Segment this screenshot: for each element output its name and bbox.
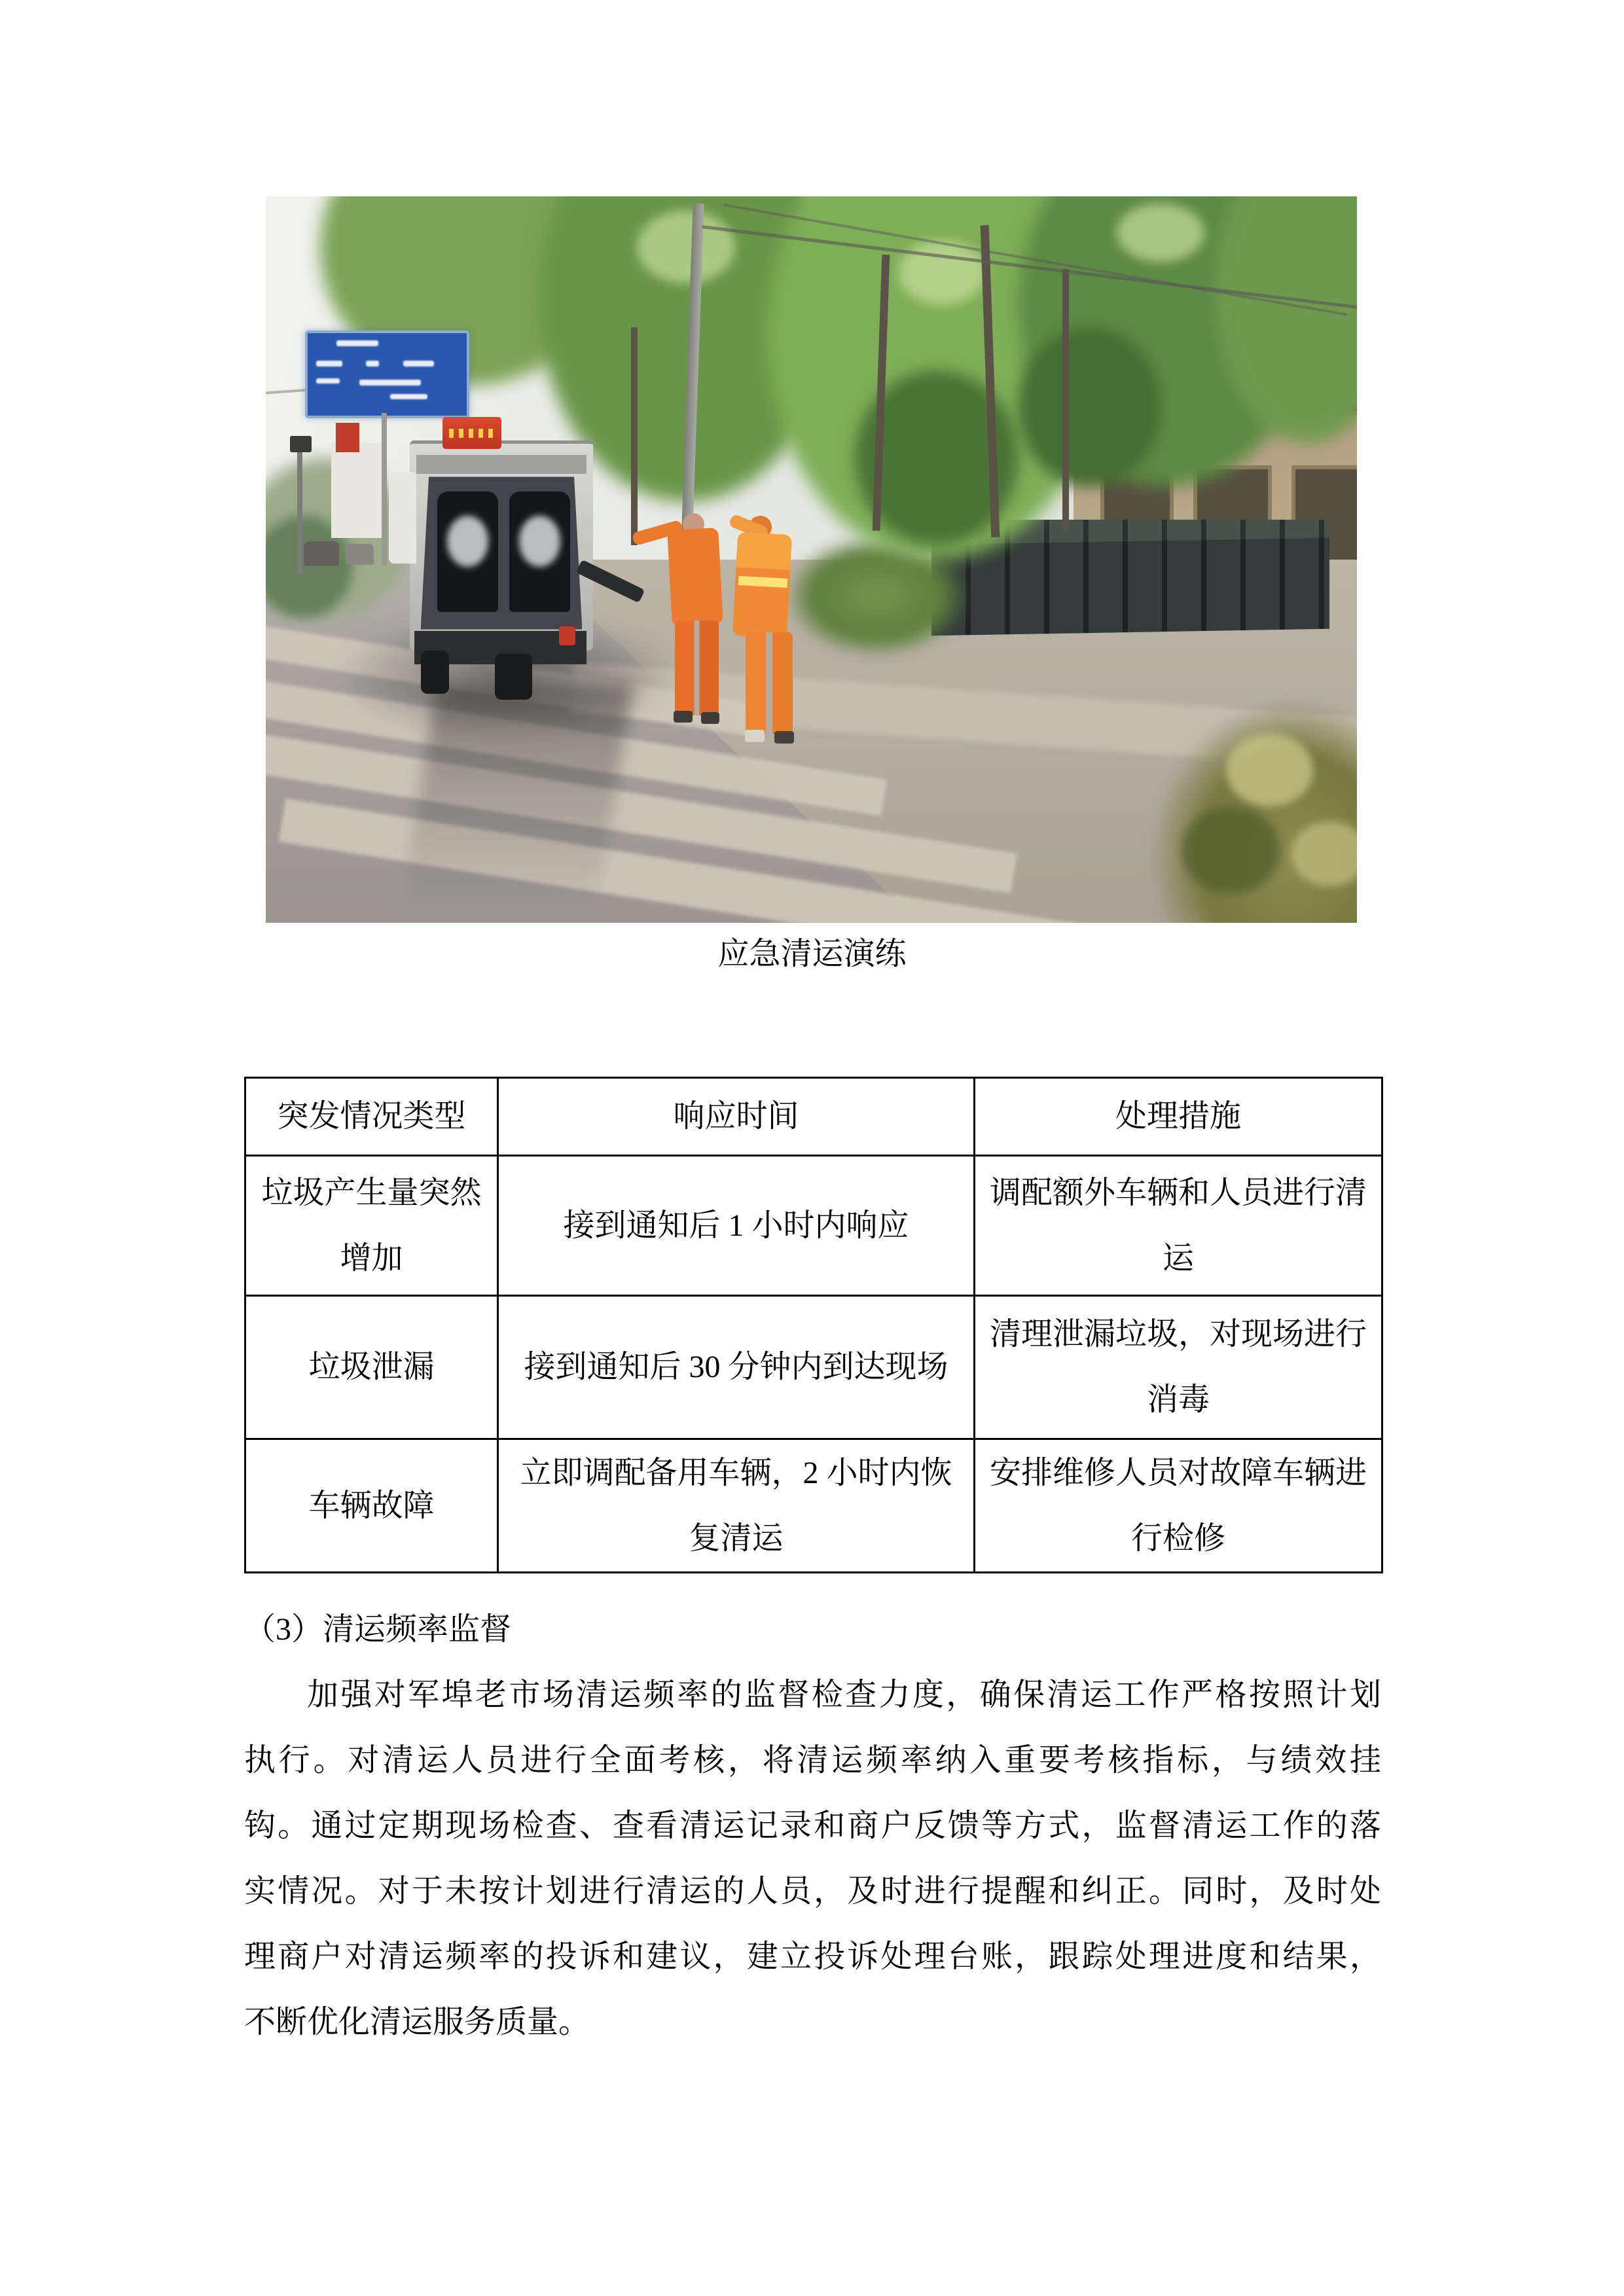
worker-shoe (701, 712, 719, 724)
bush-shadow (1182, 806, 1280, 893)
road-sign-text-row (359, 380, 420, 386)
worker-shoe (774, 731, 794, 744)
table-header-cell: 响应时间 (498, 1078, 975, 1156)
road-sign (305, 331, 469, 418)
paragraph-line: 理商户对清运频率的投诉和建议，建立投诉处理台账，跟踪处理进度和结果， (244, 1939, 1381, 1974)
foliage-highlight (1117, 204, 1204, 262)
table-header-cell: 处理措施 (975, 1078, 1382, 1156)
truck-cab (389, 473, 416, 564)
table-header-cell: 突发情况类型 (245, 1078, 498, 1156)
foliage-highlight (637, 211, 735, 283)
paragraph-line: 加强对军埠老市场清运频率的监督检查力度，确保清运工作严格按照计划 (307, 1677, 1381, 1712)
table-cell: 接到通知后 30 分钟内到达现场 (498, 1296, 975, 1439)
paragraph-line: 实情况。对于未按计划进行清运的人员，及时进行提醒和纠正。同时，及时处 (244, 1874, 1381, 1909)
table-cell: 调配额外车辆和人员进行清运 (975, 1156, 1382, 1296)
table-row (245, 1296, 1382, 1439)
garbage-bin-row (931, 538, 1329, 636)
road-sign-text-row (403, 361, 434, 367)
truck-wheel (495, 654, 532, 700)
truck-top-band (416, 455, 586, 474)
table-cell: 垃圾产生量突然增加 (245, 1156, 498, 1296)
road-sign-text-row (366, 361, 379, 367)
truck-wheel (421, 651, 449, 694)
road-sign-pole (382, 413, 387, 565)
table-header-row (245, 1078, 1382, 1156)
road-sign-text-row (316, 378, 340, 384)
bush-highlight (1226, 734, 1313, 806)
table-cell: 清理泄漏垃圾，对现场进行消毒 (975, 1296, 1382, 1439)
road-sign-text-row (390, 394, 427, 399)
traffic-light (290, 436, 312, 452)
table-cell: 垃圾泄漏 (245, 1296, 498, 1439)
road-sign-text-row (336, 340, 378, 346)
photo-caption: 应急清运演练 (717, 937, 907, 971)
emergency-response-table (244, 1077, 1383, 1573)
section-heading: （3）清运频率监督 (244, 1612, 512, 1647)
table-cell: 车辆故障 (245, 1439, 498, 1573)
body-text (244, 1597, 1381, 2055)
table-cell: 安排维修人员对故障车辆进行检修 (975, 1439, 1382, 1573)
worker-shoe (745, 730, 765, 742)
guard-booth-sign (336, 423, 360, 452)
guard-booth (331, 443, 386, 537)
road-sign-text-row (316, 361, 342, 367)
traffic-light-pole (297, 436, 302, 574)
worker-legs (746, 632, 793, 734)
truck-roof-sign-text (449, 429, 495, 437)
hopper-sheen (519, 516, 560, 567)
hopper-sheen (447, 516, 488, 567)
truck-taillight (559, 626, 575, 645)
street-photo (266, 196, 1357, 923)
wet-trail (400, 683, 633, 916)
table-row (245, 1439, 1382, 1573)
paragraph-line: 不断优化清运服务质量。 (244, 2005, 590, 2039)
paragraph-line: 钩。通过定期现场检查、查看清运记录和商户反馈等方式，监督清运工作的落 (244, 1808, 1381, 1843)
tree-canopy-dark (1019, 327, 1161, 487)
distant-car (346, 544, 374, 565)
worker-torso (667, 528, 723, 626)
paragraph-line: 执行。对清运人员进行全面考核，将清运频率纳入重要考核指标，与绩效挂 (244, 1743, 1381, 1778)
tree-trunk (631, 327, 638, 545)
table-cell: 立即调配备用车辆，2 小时内恢复清运 (498, 1439, 975, 1573)
table-row (245, 1156, 1382, 1296)
table-cell: 接到通知后 1 小时内响应 (498, 1156, 975, 1296)
worker-shoe (674, 711, 692, 723)
distant-car (304, 541, 338, 566)
tree-trunk (1062, 269, 1069, 531)
worker-legs (675, 620, 719, 715)
